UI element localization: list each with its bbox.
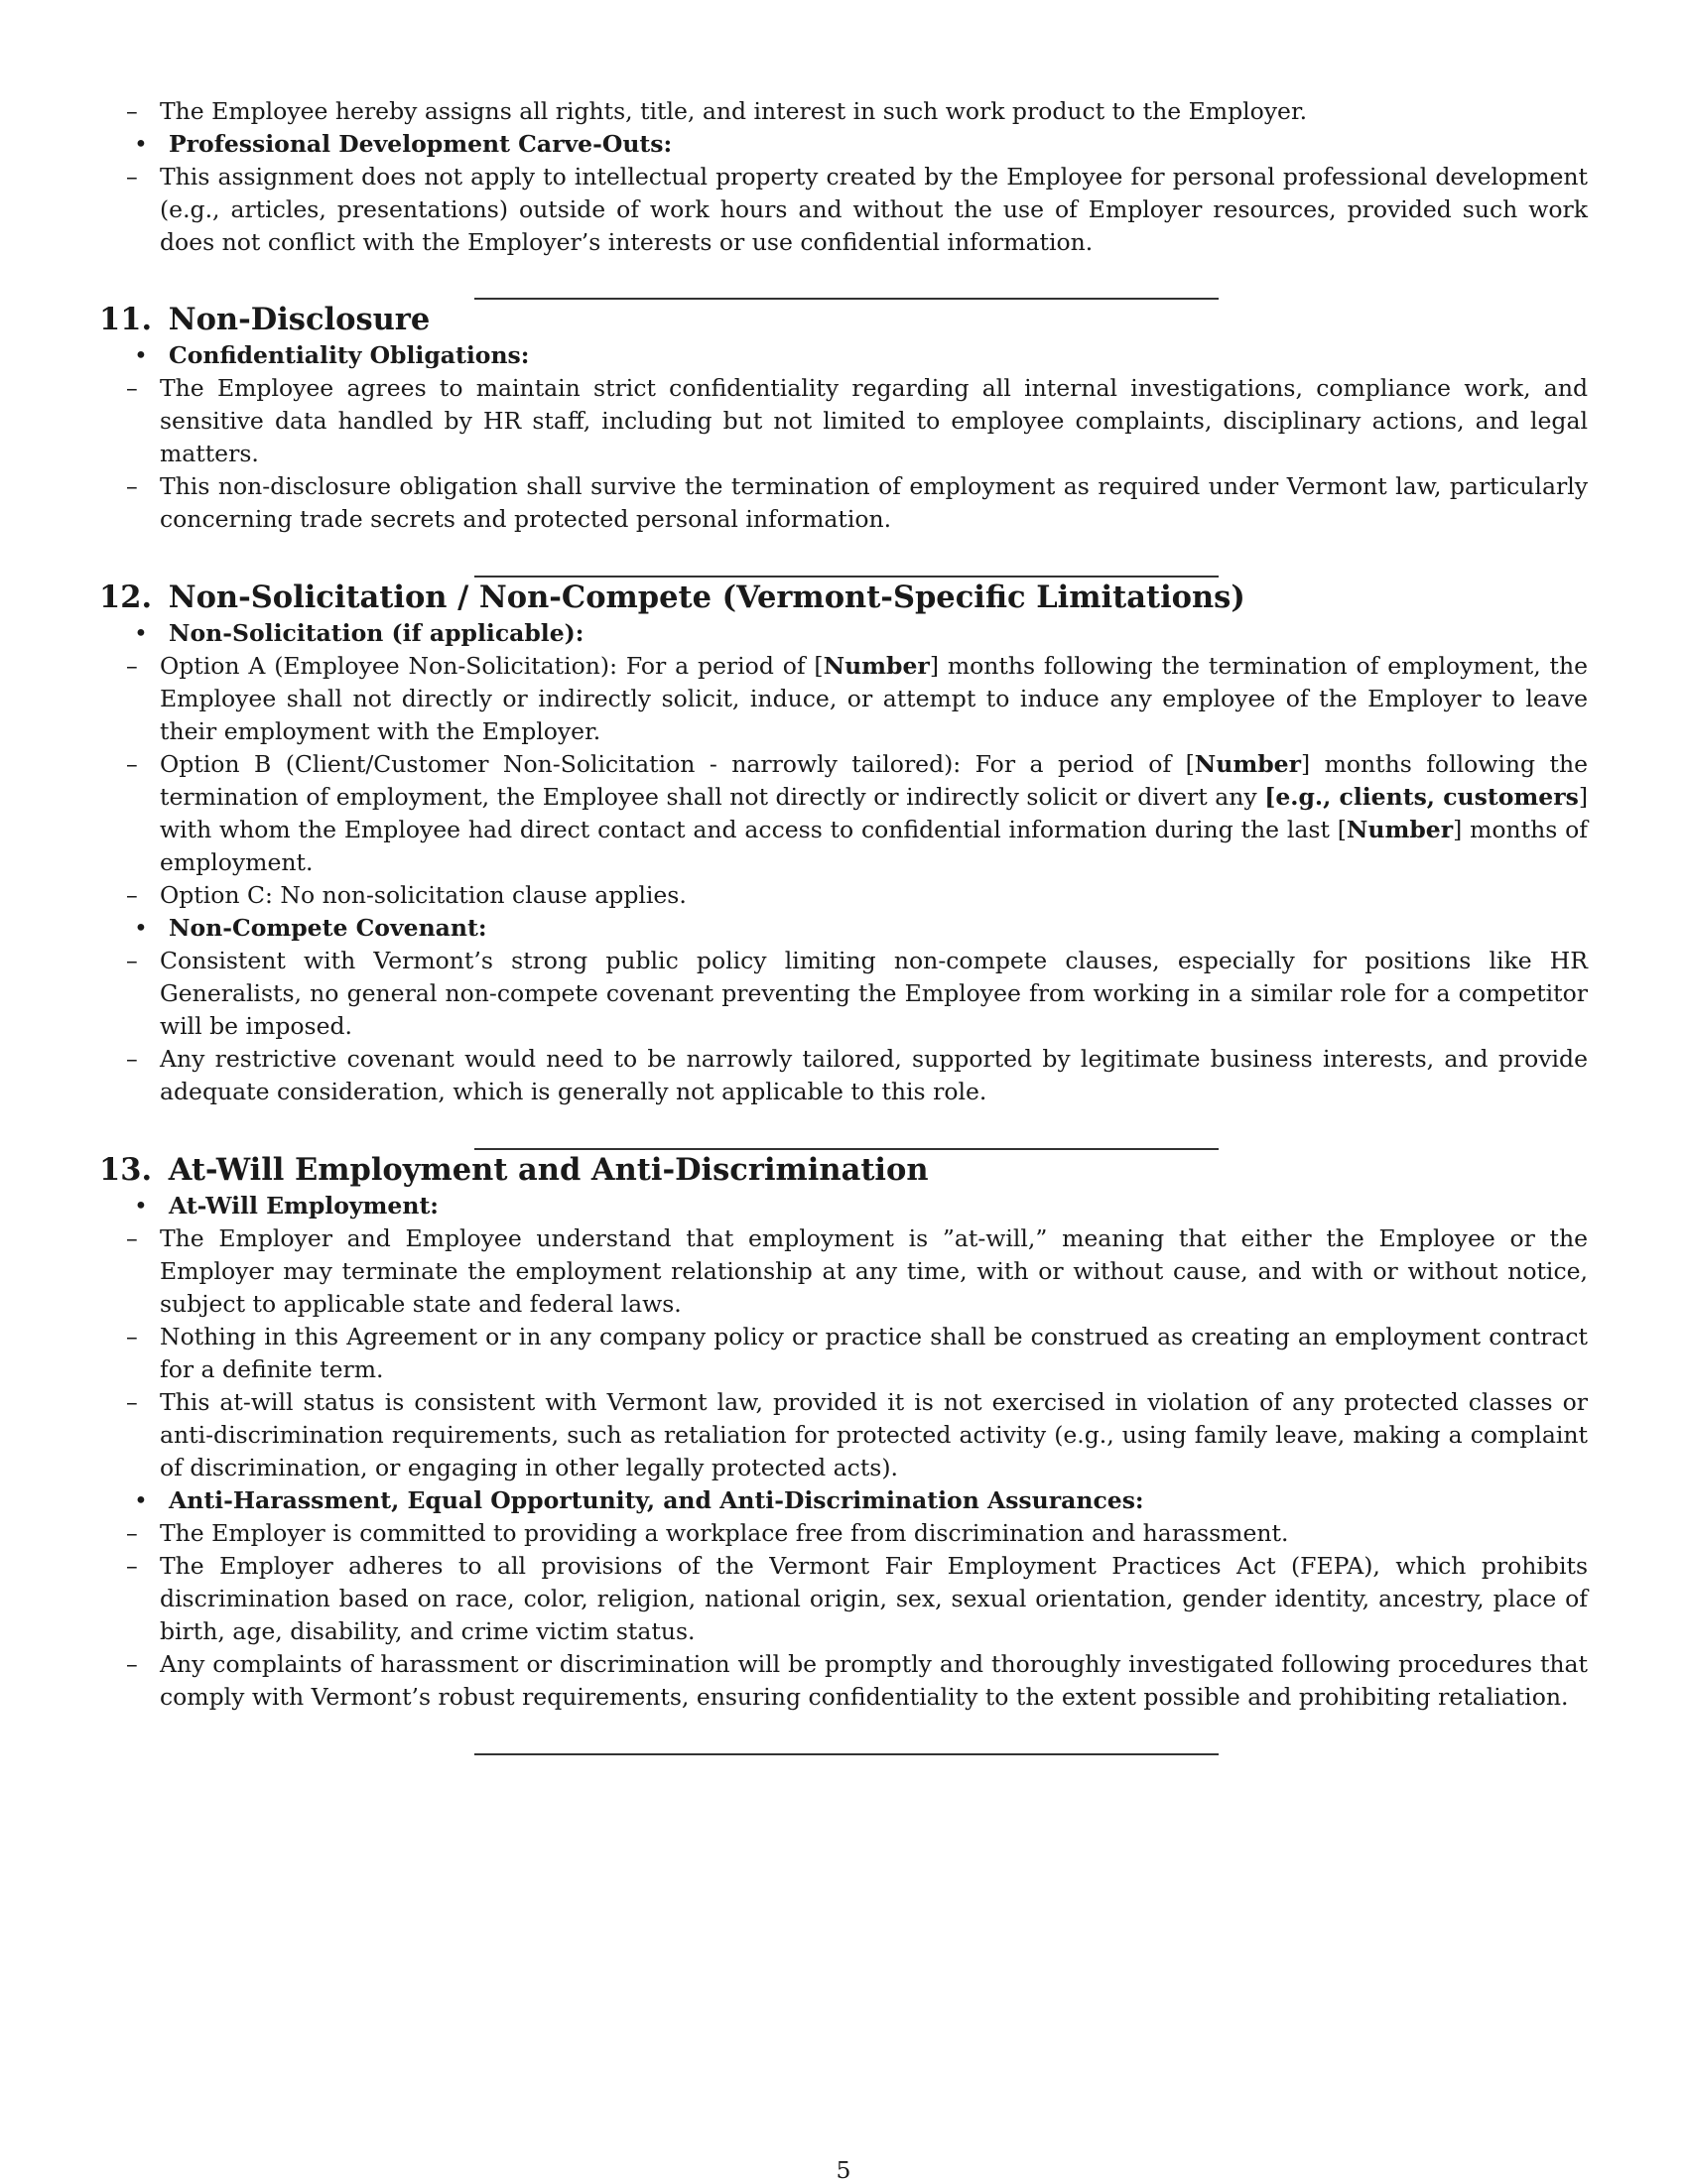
list-item: – This non-disclosure obligation shall survive the termination of employment as required under Vermont law, particularly concerning trade secrets and protected personal information. bbox=[126, 472, 1588, 533]
dash-marker: – bbox=[126, 1224, 138, 1252]
bullet-heading: At-Will Employment: bbox=[169, 1192, 439, 1220]
section-12-bullets-1 bbox=[99, 617, 1588, 650]
bullet-marker: • bbox=[134, 1192, 148, 1220]
dash-marker: – bbox=[126, 881, 138, 909]
section-12-noncompete bbox=[99, 945, 1588, 1108]
bullet-marker: • bbox=[134, 341, 148, 369]
list-item: – This at-will status is consistent with Vermont law, provided it is not exercised in violation of any protected classes or anti-discrimination requirements, such as retaliation for protected activity (e.g., using family leave, making a complaint of discrimination, or engaging in other legally protected acts). bbox=[126, 1388, 1588, 1481]
list-item: – The Employer and Employee understand that employment is ”at-will,” meaning that either the Employee or the Employer may terminate the employment relationship at any time, with or without cause, and with or without notice, subject to applicable state and federal laws. bbox=[126, 1224, 1588, 1318]
section-11-bullets bbox=[99, 339, 1588, 372]
bullet-heading: Professional Development Carve-Outs: bbox=[169, 130, 673, 158]
dash-marker: – bbox=[126, 750, 138, 778]
list-item: – Any restrictive covenant would need to be narrowly tailored, supported by legitimate business interests, and provide adequate consideration, which is generally not applicable to this role. bbox=[126, 1045, 1588, 1105]
dash-marker: – bbox=[126, 947, 138, 974]
bullet-heading: Non-Solicitation (if applicable): bbox=[169, 619, 584, 647]
section-heading-13: 13. At-Will Employment and Anti-Discrimination bbox=[99, 1152, 929, 1188]
list-item bbox=[99, 339, 1588, 372]
document-page bbox=[99, 95, 1588, 1755]
list-item bbox=[99, 128, 1588, 161]
list-item: – Consistent with Vermont’s strong public policy limiting non-compete clauses, especially for positions like HR Generalists, no general non-compete covenant preventing the Employee from working in a similar role for a competitor will be imposed. bbox=[126, 947, 1588, 1040]
bullet-marker: • bbox=[134, 914, 148, 942]
intro-dash-list bbox=[99, 95, 1588, 128]
section-heading-12: 12. Non-Solicitation / Non-Compete (Vermont-Specific Limitations) bbox=[99, 579, 1245, 615]
section-13-atwill bbox=[99, 1222, 1588, 1484]
dash-marker: – bbox=[126, 472, 138, 500]
dash-marker: – bbox=[126, 1552, 138, 1580]
list-item: – Option C: No non-solicitation clause applies. bbox=[99, 879, 1588, 912]
list-item: – This assignment does not apply to intellectual property created by the Employee for personal professional development (e.g., articles, presentations) outside of work hours and without the use of Employer resources, provided such work does not conflict with the Employer’s interests or use confidential information. bbox=[126, 163, 1588, 256]
list-item: – Nothing in this Agreement or in any company policy or practice shall be construed as creating an employment contract for a definite term. bbox=[126, 1323, 1588, 1383]
bullet-marker: • bbox=[134, 130, 148, 158]
dash-marker: – bbox=[126, 1650, 138, 1678]
bullet-heading: Confidentiality Obligations: bbox=[169, 341, 530, 369]
bullet-marker: • bbox=[134, 619, 148, 647]
dash-marker: – bbox=[126, 97, 138, 125]
list-item: – The Employer is committed to providing a workplace free from discrimination and harassment. bbox=[99, 1517, 1588, 1550]
dash-marker: – bbox=[126, 1045, 138, 1073]
dash-marker: – bbox=[126, 1388, 138, 1416]
bullet-marker: • bbox=[134, 1486, 148, 1514]
dash-marker: – bbox=[126, 1519, 138, 1547]
list-item bbox=[99, 1190, 1588, 1222]
dash-marker: – bbox=[126, 1323, 138, 1350]
bullet-heading: Anti-Harassment, Equal Opportunity, and Anti-Discrimination Assurances: bbox=[169, 1486, 1144, 1514]
section-13-bullets-2 bbox=[99, 1484, 1588, 1517]
list-item: – The Employee hereby assigns all rights, title, and interest in such work product to the Employer. bbox=[99, 95, 1588, 128]
list-item bbox=[99, 617, 1588, 650]
section-12-bullets-2 bbox=[99, 912, 1588, 945]
section-heading-11: 11. Non-Disclosure bbox=[99, 302, 431, 337]
dash-marker: – bbox=[126, 163, 138, 191]
dash-marker: – bbox=[126, 374, 138, 402]
dash-marker: – bbox=[126, 652, 138, 680]
list-item: – Option A (Employee Non-Solicitation): For a period of [Number] months following the termination of employment, the Employee shall not directly or indirectly solicit, induce, or attempt to induce any employee of the Employer to leave their employment with the Employer. bbox=[126, 652, 1588, 745]
horizontal-rule bbox=[474, 1753, 1219, 1755]
section-12-options bbox=[99, 650, 1588, 912]
page-number: 5 bbox=[836, 2156, 851, 2184]
list-item: – The Employee agrees to maintain strict confidentiality regarding all internal investigations, compliance work, and sensitive data handled by HR staff, including but not limited to employee complaints, disciplinary actions, and legal matters. bbox=[126, 374, 1588, 467]
list-item: – Any complaints of harassment or discrimination will be promptly and thoroughly investigated following procedures that comply with Vermont’s robust requirements, ensuring confidentiality to the extent possible and prohibiting retaliation. bbox=[126, 1650, 1588, 1711]
list-item bbox=[99, 912, 1588, 945]
bullet-heading: Non-Compete Covenant: bbox=[169, 914, 487, 942]
section-13-bullets-1 bbox=[99, 1190, 1588, 1222]
section-13-antiharassment bbox=[99, 1517, 1588, 1714]
list-item bbox=[99, 1484, 1588, 1517]
section-11-dashes bbox=[99, 372, 1588, 536]
intro-bullet-list bbox=[99, 128, 1588, 161]
intro-dash-list-2 bbox=[99, 161, 1588, 259]
list-item: – Option B (Client/Customer Non-Solicitation - narrowly tailored): For a period of [Number] months following the termination of employment, the Employee shall not directly or indirectly solicit or divert any [e.g., clients, customers] with whom the Employee had direct contact and access to confidential information during the last [Number] months of employment. bbox=[126, 750, 1588, 876]
list-item: – The Employer adheres to all provisions of the Vermont Fair Employment Practices Act (FEPA), which prohibits discrimination based on race, color, religion, national origin, sex, sexual orientation, gender identity, ancestry, place of birth, age, disability, and crime victim status. bbox=[126, 1552, 1588, 1645]
